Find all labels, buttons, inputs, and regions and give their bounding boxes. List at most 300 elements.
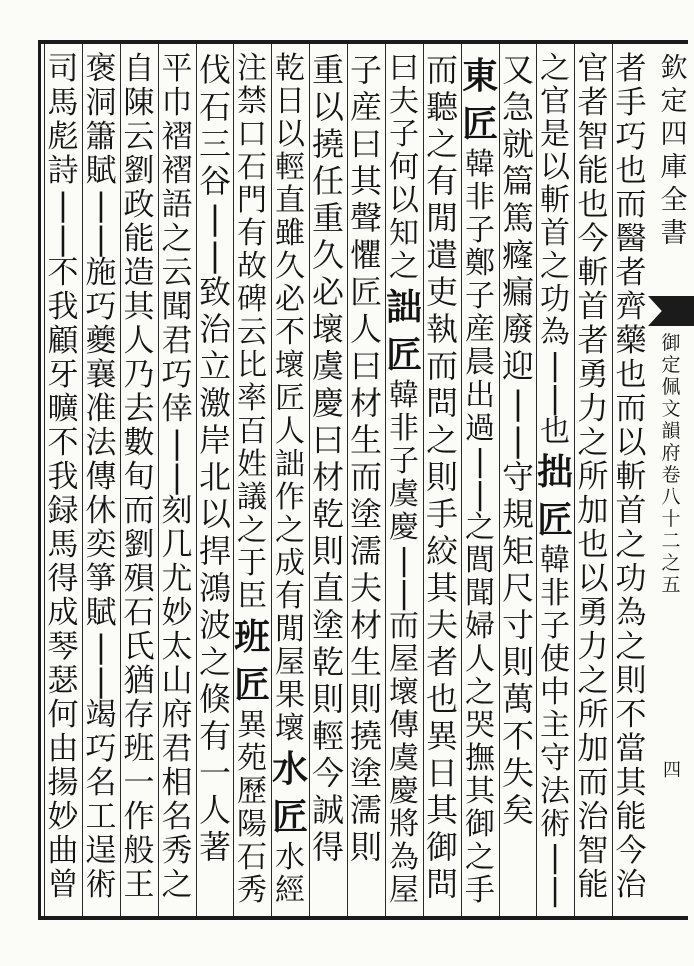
glyph: | — [549, 873, 561, 908]
glyph: 治 — [615, 867, 647, 903]
glyph: 曰 — [312, 421, 344, 459]
text-column — [424, 52, 460, 912]
glyph: 乾 — [312, 495, 344, 533]
glyph: 聽 — [426, 88, 458, 126]
glyph: 則 — [312, 532, 344, 570]
heading-glyph: 匠 — [462, 103, 498, 145]
glyph: 禁 — [237, 84, 267, 119]
glyph: 苑 — [237, 741, 267, 776]
glyph: 材 — [350, 606, 382, 644]
glyph: 則 — [615, 663, 647, 699]
glyph: 慶 — [312, 384, 344, 422]
glyph: 壞 — [312, 310, 344, 348]
glyph: 今 — [577, 221, 609, 257]
glyph: 人 — [275, 414, 305, 449]
glyph: 作 — [123, 799, 155, 835]
glyph: 賦 — [85, 595, 117, 631]
glyph: 勇 — [577, 595, 609, 631]
glyph: 者 — [577, 323, 609, 359]
glyph: 般 — [123, 833, 155, 869]
glyph: 陳 — [123, 85, 155, 121]
glyph: 尤 — [161, 561, 193, 597]
glyph: 力 — [577, 391, 609, 427]
glyph: 篇 — [502, 162, 534, 200]
glyph: 虞 — [389, 741, 419, 776]
glyph: 曠 — [47, 391, 79, 427]
glyph: 閒 — [426, 199, 458, 237]
glyph: 成 — [275, 546, 305, 581]
glyph: 曰 — [350, 125, 382, 163]
heading-glyph: 水 — [272, 748, 308, 790]
glyph: 不 — [47, 425, 79, 461]
glyph: 歷 — [237, 774, 267, 809]
glyph: 為 — [540, 315, 570, 350]
glyph: 詩 — [47, 153, 79, 189]
glyph: 手 — [615, 85, 647, 121]
glyph: 而 — [426, 347, 458, 385]
glyph: 重 — [312, 199, 344, 237]
glyph: 非 — [389, 411, 419, 446]
glyph: 有 — [199, 717, 231, 755]
glyph: 曰 — [350, 347, 382, 385]
glyph: 久 — [312, 236, 344, 274]
glyph: 則 — [502, 643, 534, 681]
text-column — [83, 52, 119, 912]
glyph: 文 — [661, 398, 681, 420]
glyph: 韓 — [465, 147, 495, 182]
glyph: 瑟 — [47, 663, 79, 699]
glyph: 守 — [502, 458, 534, 496]
glyph: 以 — [199, 495, 231, 533]
glyph: 子 — [465, 279, 495, 314]
glyph: 几 — [161, 527, 193, 563]
glyph: 也 — [426, 680, 458, 718]
glyph: 聞 — [465, 576, 495, 611]
glyph: 致 — [199, 273, 231, 311]
glyph: 巧 — [85, 731, 117, 767]
glyph: 倖 — [161, 391, 193, 427]
glyph: 哭 — [465, 708, 495, 743]
glyph: 石 — [237, 840, 267, 875]
glyph: 之 — [577, 425, 609, 461]
glyph: 又 — [502, 51, 534, 89]
glyph: 非 — [540, 576, 570, 611]
glyph: 何 — [47, 697, 79, 733]
glyph: 伐 — [199, 51, 231, 89]
glyph: 御 — [426, 828, 458, 866]
glyph: 府 — [161, 697, 193, 733]
glyph: 使 — [540, 642, 570, 677]
glyph: 吏 — [426, 273, 458, 311]
glyph: 異 — [426, 717, 458, 755]
glyph: 也 — [577, 527, 609, 563]
glyph: 褒 — [85, 51, 117, 87]
glyph: 日 — [275, 84, 305, 119]
text-column — [613, 52, 649, 912]
glyph: 鴻 — [199, 569, 231, 607]
glyph: 塗 — [350, 495, 382, 533]
glyph: 其 — [426, 569, 458, 607]
glyph: 相 — [161, 765, 193, 801]
glyph: 則 — [312, 680, 344, 718]
glyph: 谷 — [199, 162, 231, 200]
glyph: 司 — [47, 51, 79, 87]
glyph: 醫 — [615, 221, 647, 257]
glyph: | — [474, 444, 486, 479]
glyph: 智 — [577, 119, 609, 155]
text-column — [272, 52, 308, 912]
glyph: 五 — [661, 574, 681, 596]
glyph: 智 — [577, 833, 609, 869]
glyph: 其 — [615, 765, 647, 801]
glyph: 屋 — [275, 645, 305, 680]
glyph: 加 — [577, 731, 609, 767]
glyph: 藥 — [615, 323, 647, 359]
glyph: | — [549, 348, 561, 383]
glyph: 妙 — [47, 799, 79, 835]
glyph: 乾 — [275, 51, 305, 86]
glyph: 鄭 — [465, 246, 495, 281]
glyph: 之 — [275, 513, 305, 548]
glyph: 牙 — [47, 357, 79, 393]
glyph: 塗 — [312, 606, 344, 644]
glyph: 篤 — [502, 199, 534, 237]
glyph: 治 — [199, 310, 231, 348]
glyph: 以 — [577, 561, 609, 597]
glyph: | — [95, 629, 107, 665]
glyph: 果 — [275, 678, 305, 713]
glyph: 曾 — [47, 867, 79, 903]
glyph: 定 — [660, 86, 688, 117]
glyph: 四 — [660, 119, 688, 150]
glyph: 聞 — [161, 289, 193, 325]
glyph: 所 — [577, 459, 609, 495]
glyph: 録 — [47, 493, 79, 529]
glyph: 二 — [661, 530, 681, 552]
glyph: 必 — [275, 282, 305, 317]
glyph: 著 — [199, 828, 231, 866]
glyph: 則 — [350, 680, 382, 718]
glyph: 庫 — [660, 152, 688, 183]
glyph: 陽 — [237, 807, 267, 842]
glyph: 之 — [540, 51, 570, 86]
glyph: 有 — [275, 579, 305, 614]
glyph: 御 — [661, 332, 681, 354]
glyph: 奕 — [85, 527, 117, 563]
glyph: 為 — [389, 840, 419, 875]
glyph: | — [549, 840, 561, 875]
glyph: 輕 — [275, 150, 305, 185]
glyph: | — [57, 221, 69, 257]
glyph: 屋 — [389, 873, 419, 908]
glyph: 今 — [615, 833, 647, 869]
glyph: 過 — [465, 411, 495, 446]
text-column — [462, 52, 498, 912]
glyph: 工 — [85, 799, 117, 835]
glyph: 書 — [660, 218, 688, 249]
glyph: 政 — [123, 187, 155, 223]
glyph: 之 — [199, 643, 231, 681]
glyph: 規 — [502, 495, 534, 533]
glyph: 曲 — [47, 833, 79, 869]
glyph: 法 — [85, 425, 117, 461]
glyph: 能 — [577, 867, 609, 903]
glyph: 者 — [577, 85, 609, 121]
glyph: | — [95, 187, 107, 223]
glyph: 而 — [615, 391, 647, 427]
glyph: 生 — [350, 421, 382, 459]
glyph: 其 — [426, 791, 458, 829]
glyph: 寸 — [502, 606, 534, 644]
glyph: 子 — [389, 444, 419, 479]
glyph: 萬 — [502, 680, 534, 718]
glyph: 匠 — [275, 381, 305, 416]
glyph: 賦 — [85, 153, 117, 189]
glyph: 子 — [465, 213, 495, 248]
page-number: 四 — [663, 760, 681, 781]
glyph: 劉 — [123, 153, 155, 189]
glyph: 不 — [615, 697, 647, 733]
glyph: 之 — [237, 513, 267, 548]
glyph: 必 — [312, 273, 344, 311]
glyph: 其 — [123, 289, 155, 325]
glyph: 撫 — [465, 741, 495, 776]
glyph: 何 — [389, 150, 419, 185]
glyph: 將 — [389, 807, 419, 842]
glyph: 能 — [123, 221, 155, 257]
glyph: 尺 — [502, 569, 534, 607]
glyph: 巾 — [161, 85, 193, 121]
glyph: 由 — [47, 731, 79, 767]
glyph: 者 — [615, 255, 647, 291]
glyph: 馬 — [47, 527, 79, 563]
glyph: 閒 — [275, 612, 305, 647]
glyph: 慶 — [389, 510, 419, 545]
glyph: 生 — [350, 643, 382, 681]
glyph: | — [171, 459, 183, 495]
text-column — [575, 52, 611, 912]
glyph: 誠 — [312, 791, 344, 829]
glyph: 者 — [615, 51, 647, 87]
glyph: 術 — [85, 867, 117, 903]
glyph: 百 — [237, 414, 267, 449]
glyph: 人 — [123, 323, 155, 359]
glyph: 功 — [540, 282, 570, 317]
glyph: 子 — [350, 51, 382, 89]
glyph: 中 — [540, 675, 570, 710]
glyph: 一 — [123, 765, 155, 801]
glyph: 妙 — [161, 595, 193, 631]
glyph: 簫 — [85, 119, 117, 155]
glyph: 率 — [237, 381, 267, 416]
glyph: 曰 — [389, 51, 419, 86]
glyph: 日 — [426, 754, 458, 792]
glyph: | — [512, 384, 524, 422]
glyph: 手 — [465, 873, 495, 908]
heading-glyph: 匠 — [234, 664, 270, 706]
glyph: 夫 — [426, 606, 458, 644]
glyph: 北 — [199, 458, 231, 496]
glyph: 重 — [312, 51, 344, 89]
glyph: 雖 — [275, 216, 305, 251]
glyph: 之 — [389, 249, 419, 284]
glyph: 之 — [426, 421, 458, 459]
glyph: 婦 — [465, 609, 495, 644]
glyph: 韓 — [540, 543, 570, 578]
glyph: 經 — [275, 873, 305, 908]
glyph: | — [57, 187, 69, 223]
glyph: 晨 — [465, 345, 495, 380]
glyph: 乃 — [123, 357, 155, 393]
glyph: 子 — [389, 117, 419, 152]
glyph: 也 — [615, 357, 647, 393]
glyph: 首 — [615, 493, 647, 529]
glyph: 以 — [540, 150, 570, 185]
glyph: 濡 — [350, 791, 382, 829]
glyph: | — [209, 236, 221, 274]
glyph: | — [549, 381, 561, 416]
glyph: 也 — [615, 153, 647, 189]
glyph: 刻 — [161, 493, 193, 529]
glyph: 癃 — [502, 236, 534, 274]
glyph: 濡 — [350, 532, 382, 570]
glyph: 激 — [199, 384, 231, 422]
glyph: 君 — [161, 731, 193, 767]
glyph: 全 — [660, 185, 688, 216]
glyph: 矩 — [502, 532, 534, 570]
glyph: 絞 — [426, 532, 458, 570]
glyph: 瘺 — [502, 273, 534, 311]
glyph: | — [512, 421, 524, 459]
glyph: | — [209, 199, 221, 237]
glyph: 其 — [465, 774, 495, 809]
heading-glyph: 匠 — [537, 499, 573, 541]
glyph: 石 — [199, 88, 231, 126]
glyph: 口 — [237, 117, 267, 152]
glyph: 以 — [389, 183, 419, 218]
glyph: 壞 — [389, 675, 419, 710]
glyph: 韻 — [661, 420, 681, 442]
glyph: | — [171, 425, 183, 461]
glyph: 聲 — [350, 199, 382, 237]
glyph: 以 — [615, 425, 647, 461]
text-column — [45, 52, 81, 912]
glyph: 直 — [312, 569, 344, 607]
glyph: 傳 — [85, 459, 117, 495]
glyph: 之 — [426, 125, 458, 163]
glyph: 御 — [465, 807, 495, 842]
text-column — [197, 52, 233, 912]
glyph: 術 — [540, 807, 570, 842]
glyph: 就 — [502, 125, 534, 163]
glyph: 石 — [237, 150, 267, 185]
glyph: 數 — [123, 425, 155, 461]
glyph: 襄 — [85, 357, 117, 393]
glyph: 首 — [540, 216, 570, 251]
glyph: 十 — [661, 508, 681, 530]
glyph: 山 — [161, 663, 193, 699]
glyph: 碑 — [237, 282, 267, 317]
glyph: 廢 — [502, 310, 534, 348]
glyph: 名 — [161, 799, 193, 835]
glyph: 施 — [85, 255, 117, 291]
glyph: 産 — [465, 312, 495, 347]
glyph: 虞 — [389, 477, 419, 512]
glyph: 我 — [47, 289, 79, 325]
glyph: 也 — [577, 187, 609, 223]
glyph: 能 — [615, 799, 647, 835]
glyph: 立 — [199, 347, 231, 385]
glyph: | — [95, 663, 107, 699]
glyph: 人 — [465, 642, 495, 677]
glyph: 之 — [615, 527, 647, 563]
glyph: 塗 — [350, 754, 382, 792]
glyph: 逞 — [85, 833, 117, 869]
glyph: 之 — [465, 510, 495, 545]
glyph: 而 — [426, 51, 458, 89]
glyph: 斬 — [577, 255, 609, 291]
glyph: 勇 — [577, 357, 609, 393]
glyph: 之 — [661, 552, 681, 574]
glyph: 竭 — [85, 697, 117, 733]
glyph: | — [398, 543, 410, 578]
glyph: 功 — [615, 561, 647, 597]
glyph: 旬 — [123, 459, 155, 495]
glyph: 之 — [161, 221, 193, 257]
glyph: 不 — [47, 255, 79, 291]
glyph: 閭 — [465, 543, 495, 578]
glyph: 佩 — [661, 376, 681, 398]
glyph: 官 — [577, 51, 609, 87]
text-column — [537, 52, 573, 912]
glyph: 波 — [199, 606, 231, 644]
glyph: 之 — [540, 249, 570, 284]
glyph: 而 — [615, 187, 647, 223]
glyph: 之 — [161, 867, 193, 903]
glyph: 則 — [426, 458, 458, 496]
text-column — [348, 52, 384, 912]
glyph: 褶 — [161, 119, 193, 155]
glyph: 法 — [540, 774, 570, 809]
glyph: 府 — [661, 442, 681, 464]
glyph: 門 — [237, 183, 267, 218]
glyph: 屋 — [389, 642, 419, 677]
glyph: 議 — [237, 480, 267, 515]
glyph: 知 — [389, 216, 419, 251]
glyph: 成 — [47, 595, 79, 631]
text-column — [500, 52, 536, 912]
glyph: 巧 — [161, 357, 193, 393]
glyph: 以 — [312, 88, 344, 126]
text-column — [159, 52, 195, 912]
glyph: 人 — [199, 791, 231, 829]
glyph: 顧 — [47, 323, 79, 359]
glyph: 韓 — [389, 378, 419, 413]
text-column — [310, 52, 346, 912]
glyph: 水 — [275, 840, 305, 875]
glyph: 夫 — [389, 84, 419, 119]
glyph: | — [474, 477, 486, 512]
glyph: 故 — [237, 249, 267, 284]
glyph: 休 — [85, 493, 117, 529]
glyph: 有 — [426, 162, 458, 200]
glyph: 材 — [350, 384, 382, 422]
glyph: 而 — [389, 609, 419, 644]
glyph: 撓 — [350, 717, 382, 755]
glyph: 岸 — [199, 421, 231, 459]
glyph: 太 — [161, 629, 193, 665]
glyph: 洞 — [85, 85, 117, 121]
